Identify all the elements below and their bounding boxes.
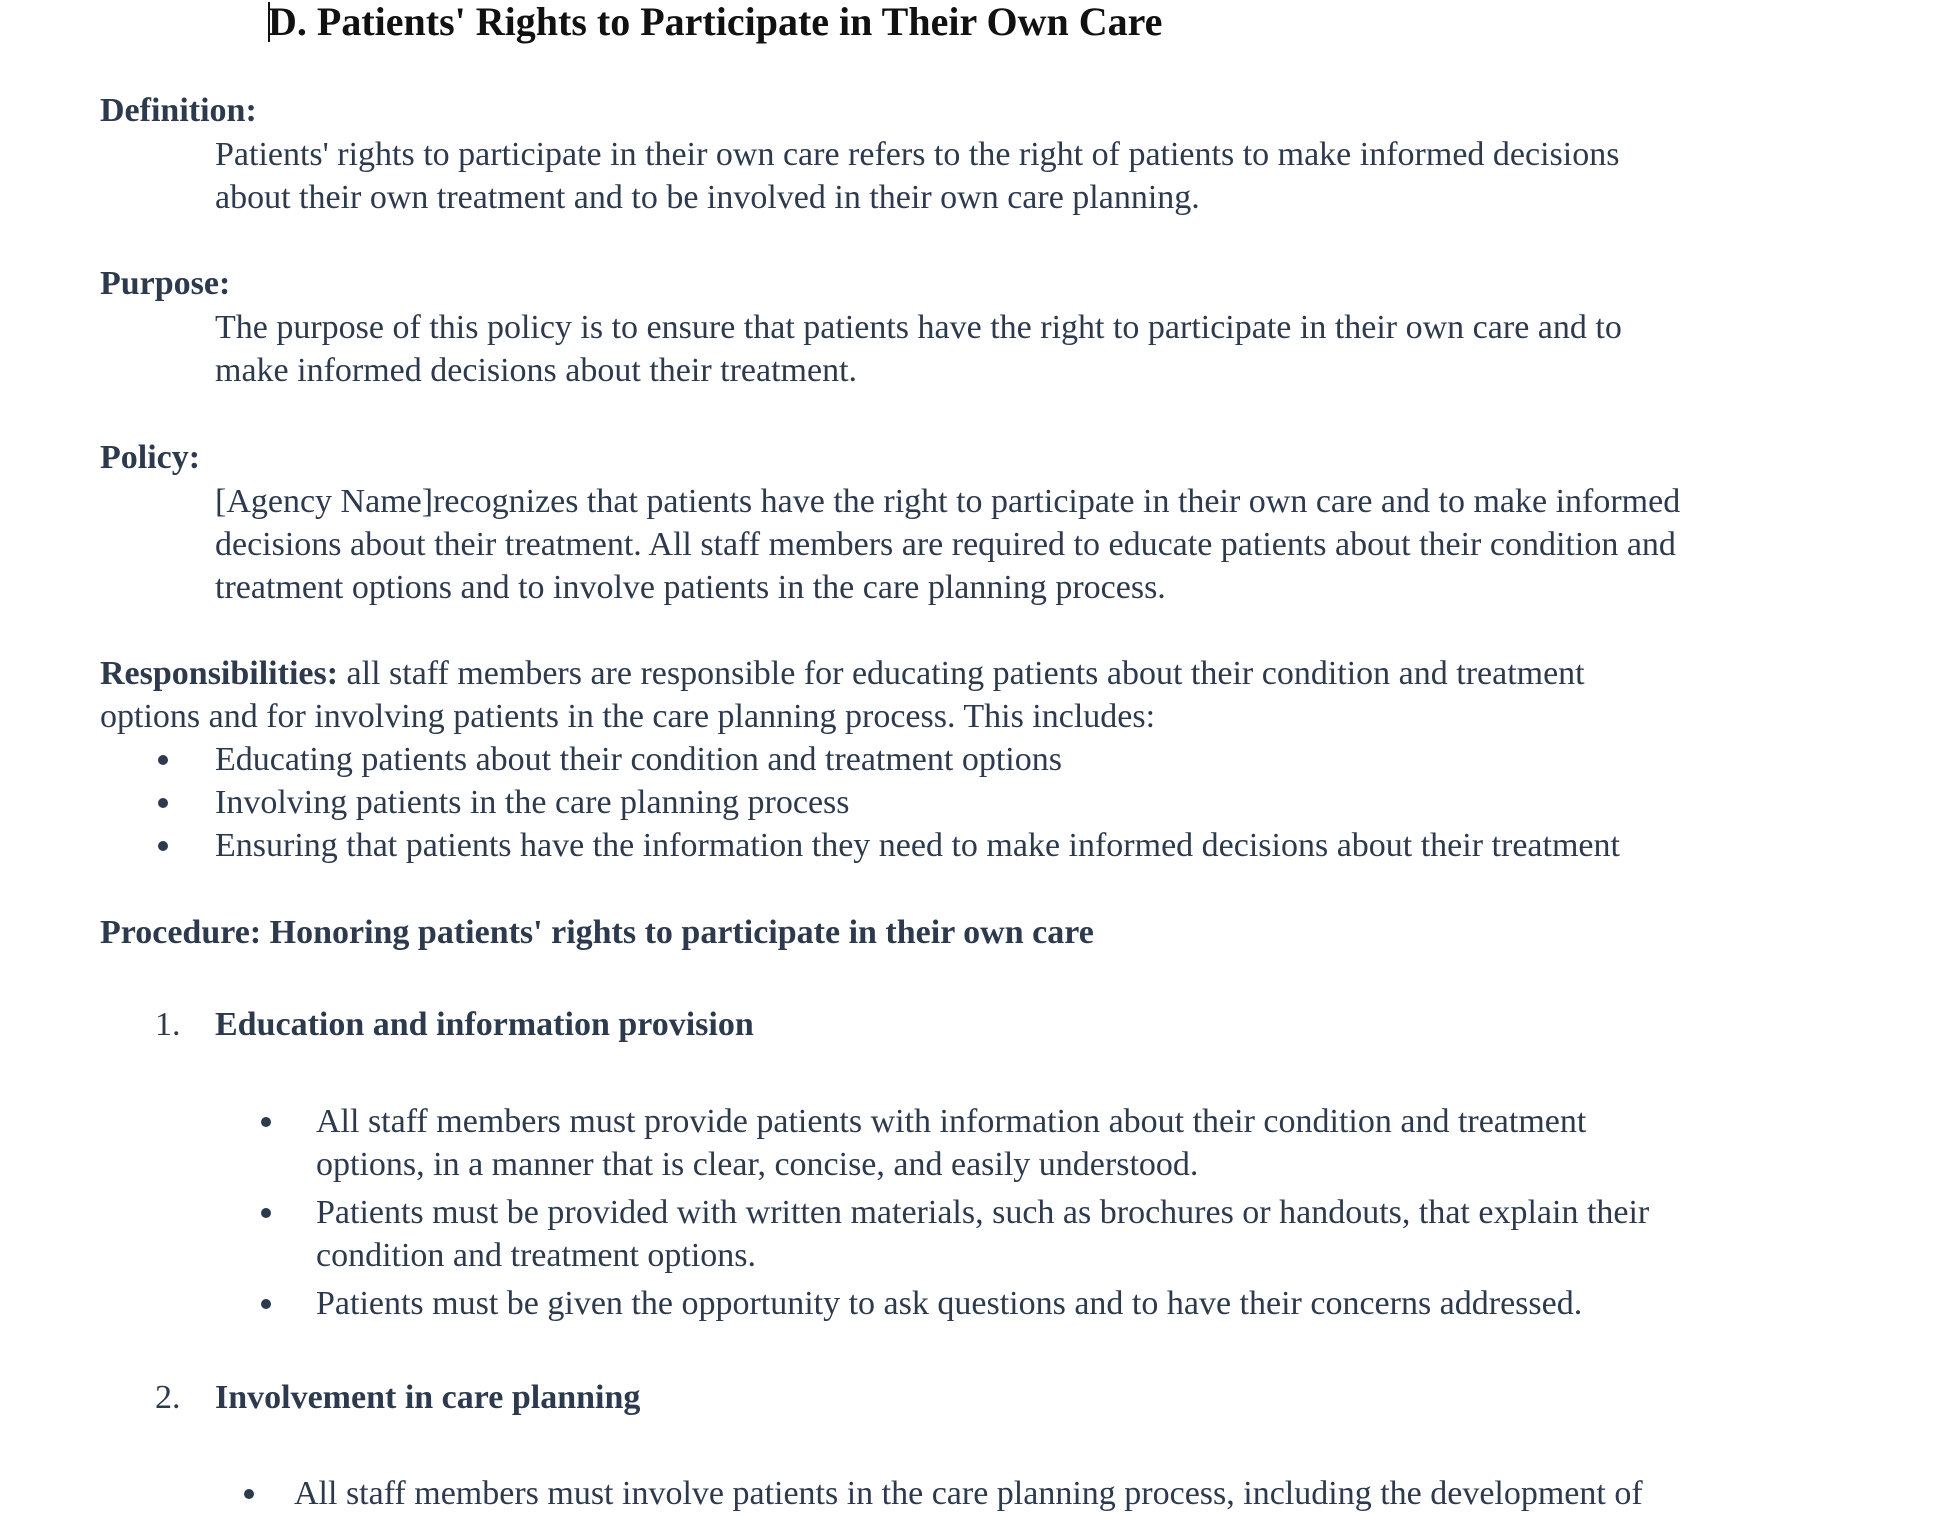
list-item xyxy=(294,1472,1643,1515)
definition-label: Definition: xyxy=(100,92,257,129)
policy-line-2: decisions about their treatment. All staff members are required to educate patients about their condition and xyxy=(215,526,1676,563)
bullet-icon xyxy=(158,798,168,808)
list-item xyxy=(215,738,1620,781)
policy-label: Policy: xyxy=(100,439,201,476)
purpose-line-2: make informed decisions about their treatment. xyxy=(215,352,858,389)
bullet-icon xyxy=(158,755,168,765)
section-2-list xyxy=(294,1472,1643,1515)
section-number: 2. xyxy=(155,1379,181,1416)
policy-line-1: [Agency Name]recognizes that patients have the right to participate in their own care and to make informed xyxy=(215,483,1681,520)
list-item-line-1: Patients must be provided with written materials, such as brochures or handouts, that explain their xyxy=(316,1194,1650,1231)
responsibilities-text xyxy=(100,652,1860,738)
list-item-text: Involving patients in the care planning process xyxy=(215,784,850,821)
section-title: Involvement in care planning xyxy=(215,1379,641,1416)
section-title: Education and information provision xyxy=(215,1006,754,1043)
list-item xyxy=(215,781,1620,824)
responsibilities-label: Responsibilities: xyxy=(100,655,339,692)
procedure-heading: Procedure: Honoring patients' rights to participate in their own care xyxy=(100,914,1094,951)
policy-text xyxy=(215,480,1680,609)
bullet-icon xyxy=(244,1489,254,1499)
list-item xyxy=(316,1100,1816,1186)
list-item-line-2: options, in a manner that is clear, concise, and easily understood. xyxy=(316,1146,1199,1183)
purpose-line-1: The purpose of this policy is to ensure that patients have the right to participate in their own care and to xyxy=(215,309,1622,346)
list-item-line-1: All staff members must involve patients in the care planning process, including the development of xyxy=(294,1475,1643,1512)
list-item-text: Educating patients about their condition and treatment options xyxy=(215,741,1062,778)
bullet-icon xyxy=(261,1117,271,1127)
bullet-icon xyxy=(261,1299,271,1309)
bullet-icon xyxy=(158,841,168,851)
responsibilities-line-1 xyxy=(100,652,1860,695)
list-item-text: Ensuring that patients have the information they need to make informed decisions about their treatment xyxy=(215,827,1620,864)
document-title[interactable]: D. Patients' Rights to Participate in Their Own Care xyxy=(268,0,1163,44)
definition-line-2: about their own treatment and to be involved in their own care planning. xyxy=(215,179,1200,216)
purpose-label: Purpose: xyxy=(100,265,231,302)
responsibilities-list xyxy=(215,738,1620,867)
list-item xyxy=(316,1191,1816,1277)
definition-line-1: Patients' rights to participate in their own care refers to the right of patients to make informed decisions xyxy=(215,136,1620,173)
list-item-line-1: All staff members must provide patients with information about their condition and treatment xyxy=(316,1103,1587,1140)
list-item xyxy=(215,824,1620,867)
responsibilities-line-2: options and for involving patients in the care planning process. This includes: xyxy=(100,698,1156,735)
section-number: 1. xyxy=(155,1006,181,1043)
definition-text xyxy=(215,133,1619,219)
list-item-line-1: Patients must be given the opportunity to ask questions and to have their concerns addressed. xyxy=(316,1285,1583,1322)
responsibilities-intro: all staff members are responsible for educating patients about their condition and treatment xyxy=(338,655,1585,692)
list-item-line-2: condition and treatment options. xyxy=(316,1237,757,1274)
list-item xyxy=(316,1282,1816,1325)
purpose-text xyxy=(215,306,1622,392)
section-1-list xyxy=(316,1100,1816,1330)
bullet-icon xyxy=(261,1208,271,1218)
policy-line-3: treatment options and to involve patients in the care planning process. xyxy=(215,569,1166,606)
